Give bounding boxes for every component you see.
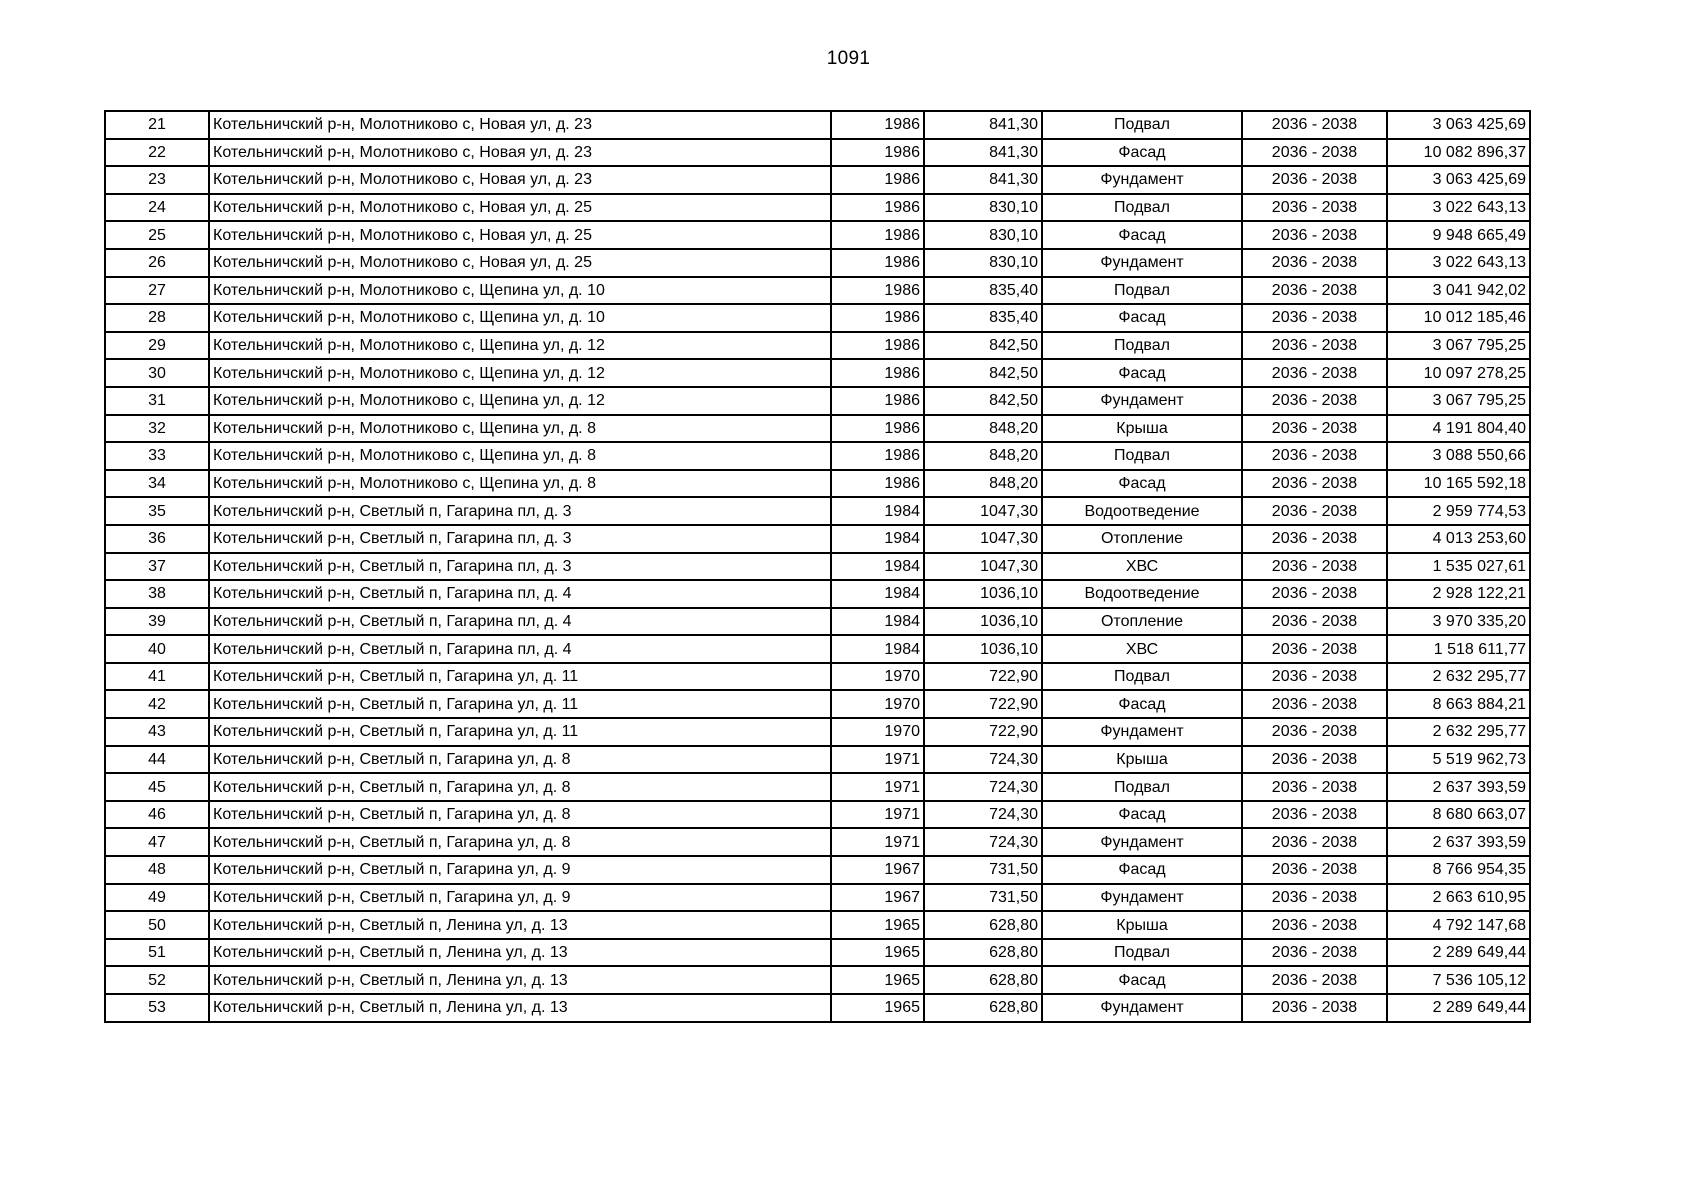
period-cell: 2036 - 2038 (1242, 690, 1387, 718)
area-cell: 830,10 (924, 221, 1042, 249)
table-row (105, 221, 1530, 249)
work-type-cell: Фасад (1042, 690, 1242, 718)
build-year-cell: 1971 (831, 746, 924, 774)
period-cell: 2036 - 2038 (1242, 277, 1387, 305)
cost-cell: 4 013 253,60 (1387, 525, 1530, 553)
row-number-cell: 32 (105, 415, 209, 443)
period-cell: 2036 - 2038 (1242, 884, 1387, 912)
work-type-cell: Фундамент (1042, 828, 1242, 856)
build-year-cell: 1970 (831, 718, 924, 746)
period-cell: 2036 - 2038 (1242, 221, 1387, 249)
work-type-cell: Фасад (1042, 470, 1242, 498)
period-cell: 2036 - 2038 (1242, 580, 1387, 608)
work-type-cell: Фасад (1042, 139, 1242, 167)
period-cell: 2036 - 2038 (1242, 497, 1387, 525)
cost-cell: 3 063 425,69 (1387, 111, 1530, 139)
address-cell: Котельничский р-н, Молотниково с, Новая ул, д. 25 (209, 221, 831, 249)
work-type-cell: Подвал (1042, 194, 1242, 222)
area-cell: 731,50 (924, 884, 1042, 912)
work-type-cell: Фасад (1042, 966, 1242, 994)
area-cell: 1047,30 (924, 525, 1042, 553)
row-number-cell: 31 (105, 387, 209, 415)
row-number-cell: 38 (105, 580, 209, 608)
work-type-cell: Фасад (1042, 359, 1242, 387)
period-cell: 2036 - 2038 (1242, 773, 1387, 801)
address-cell: Котельничский р-н, Светлый п, Гагарина пл, д. 3 (209, 553, 831, 581)
area-cell: 841,30 (924, 139, 1042, 167)
row-number-cell: 50 (105, 911, 209, 939)
period-cell: 2036 - 2038 (1242, 635, 1387, 663)
address-cell: Котельничский р-н, Светлый п, Гагарина ул, д. 11 (209, 663, 831, 691)
row-number-cell: 21 (105, 111, 209, 139)
cost-cell: 10 012 185,46 (1387, 304, 1530, 332)
period-cell: 2036 - 2038 (1242, 663, 1387, 691)
build-year-cell: 1970 (831, 663, 924, 691)
period-cell: 2036 - 2038 (1242, 442, 1387, 470)
row-number-cell: 49 (105, 884, 209, 912)
cost-cell: 2 959 774,53 (1387, 497, 1530, 525)
build-year-cell: 1984 (831, 525, 924, 553)
cost-cell: 2 289 649,44 (1387, 994, 1530, 1022)
work-type-cell: Фундамент (1042, 994, 1242, 1022)
period-cell: 2036 - 2038 (1242, 939, 1387, 967)
table-row (105, 111, 1530, 139)
cost-cell: 7 536 105,12 (1387, 966, 1530, 994)
row-number-cell: 36 (105, 525, 209, 553)
cost-cell: 2 632 295,77 (1387, 718, 1530, 746)
cost-cell: 3 970 335,20 (1387, 608, 1530, 636)
period-cell: 2036 - 2038 (1242, 415, 1387, 443)
area-cell: 1047,30 (924, 553, 1042, 581)
row-number-cell: 24 (105, 194, 209, 222)
build-year-cell: 1986 (831, 139, 924, 167)
cost-cell: 5 519 962,73 (1387, 746, 1530, 774)
address-cell: Котельничский р-н, Светлый п, Гагарина ул, д. 8 (209, 773, 831, 801)
work-type-cell: Фасад (1042, 304, 1242, 332)
build-year-cell: 1986 (831, 221, 924, 249)
period-cell: 2036 - 2038 (1242, 332, 1387, 360)
table-body (105, 111, 1530, 1022)
address-cell: Котельничский р-н, Светлый п, Ленина ул, д. 13 (209, 911, 831, 939)
address-cell: Котельничский р-н, Светлый п, Гагарина пл, д. 4 (209, 635, 831, 663)
work-type-cell: Подвал (1042, 277, 1242, 305)
row-number-cell: 45 (105, 773, 209, 801)
table-row (105, 608, 1530, 636)
table-row (105, 194, 1530, 222)
row-number-cell: 26 (105, 249, 209, 277)
row-number-cell: 35 (105, 497, 209, 525)
work-type-cell: Фасад (1042, 221, 1242, 249)
housing-repair-table (104, 110, 1531, 1023)
build-year-cell: 1965 (831, 966, 924, 994)
period-cell: 2036 - 2038 (1242, 304, 1387, 332)
row-number-cell: 34 (105, 470, 209, 498)
period-cell: 2036 - 2038 (1242, 828, 1387, 856)
table-row (105, 249, 1530, 277)
period-cell: 2036 - 2038 (1242, 249, 1387, 277)
cost-cell: 8 680 663,07 (1387, 801, 1530, 829)
cost-cell: 1 518 611,77 (1387, 635, 1530, 663)
area-cell: 628,80 (924, 966, 1042, 994)
cost-cell: 3 088 550,66 (1387, 442, 1530, 470)
work-type-cell: Фасад (1042, 801, 1242, 829)
build-year-cell: 1986 (831, 194, 924, 222)
build-year-cell: 1984 (831, 553, 924, 581)
period-cell: 2036 - 2038 (1242, 553, 1387, 581)
build-year-cell: 1965 (831, 939, 924, 967)
build-year-cell: 1986 (831, 332, 924, 360)
address-cell: Котельничский р-н, Молотниково с, Щепина ул, д. 12 (209, 387, 831, 415)
table-row (105, 470, 1530, 498)
row-number-cell: 22 (105, 139, 209, 167)
row-number-cell: 37 (105, 553, 209, 581)
table-row (105, 911, 1530, 939)
address-cell: Котельничский р-н, Молотниково с, Новая ул, д. 23 (209, 111, 831, 139)
row-number-cell: 29 (105, 332, 209, 360)
address-cell: Котельничский р-н, Молотниково с, Щепина ул, д. 10 (209, 304, 831, 332)
cost-cell: 3 022 643,13 (1387, 249, 1530, 277)
address-cell: Котельничский р-н, Светлый п, Гагарина пл, д. 4 (209, 580, 831, 608)
period-cell: 2036 - 2038 (1242, 525, 1387, 553)
table-row (105, 304, 1530, 332)
table-row (105, 939, 1530, 967)
cost-cell: 2 928 122,21 (1387, 580, 1530, 608)
build-year-cell: 1971 (831, 828, 924, 856)
period-cell: 2036 - 2038 (1242, 994, 1387, 1022)
period-cell: 2036 - 2038 (1242, 359, 1387, 387)
table-row (105, 553, 1530, 581)
period-cell: 2036 - 2038 (1242, 746, 1387, 774)
cost-cell: 9 948 665,49 (1387, 221, 1530, 249)
row-number-cell: 48 (105, 856, 209, 884)
build-year-cell: 1971 (831, 801, 924, 829)
area-cell: 842,50 (924, 387, 1042, 415)
row-number-cell: 39 (105, 608, 209, 636)
period-cell: 2036 - 2038 (1242, 718, 1387, 746)
build-year-cell: 1986 (831, 111, 924, 139)
table-row (105, 663, 1530, 691)
address-cell: Котельничский р-н, Светлый п, Ленина ул, д. 13 (209, 939, 831, 967)
row-number-cell: 53 (105, 994, 209, 1022)
build-year-cell: 1986 (831, 359, 924, 387)
period-cell: 2036 - 2038 (1242, 801, 1387, 829)
row-number-cell: 27 (105, 277, 209, 305)
area-cell: 842,50 (924, 359, 1042, 387)
cost-cell: 10 165 592,18 (1387, 470, 1530, 498)
cost-cell: 10 082 896,37 (1387, 139, 1530, 167)
table-row (105, 966, 1530, 994)
area-cell: 722,90 (924, 718, 1042, 746)
cost-cell: 3 022 643,13 (1387, 194, 1530, 222)
build-year-cell: 1965 (831, 911, 924, 939)
period-cell: 2036 - 2038 (1242, 470, 1387, 498)
work-type-cell: Подвал (1042, 939, 1242, 967)
table-row (105, 277, 1530, 305)
row-number-cell: 42 (105, 690, 209, 718)
row-number-cell: 46 (105, 801, 209, 829)
build-year-cell: 1986 (831, 166, 924, 194)
area-cell: 628,80 (924, 939, 1042, 967)
address-cell: Котельничский р-н, Молотниково с, Щепина ул, д. 8 (209, 470, 831, 498)
table-row (105, 387, 1530, 415)
build-year-cell: 1984 (831, 497, 924, 525)
area-cell: 628,80 (924, 911, 1042, 939)
row-number-cell: 52 (105, 966, 209, 994)
build-year-cell: 1986 (831, 304, 924, 332)
address-cell: Котельничский р-н, Молотниково с, Щепина ул, д. 8 (209, 442, 831, 470)
cost-cell: 8 766 954,35 (1387, 856, 1530, 884)
table-row (105, 635, 1530, 663)
row-number-cell: 43 (105, 718, 209, 746)
build-year-cell: 1967 (831, 856, 924, 884)
work-type-cell: Фундамент (1042, 249, 1242, 277)
area-cell: 628,80 (924, 994, 1042, 1022)
table-row (105, 690, 1530, 718)
work-type-cell: Подвал (1042, 442, 1242, 470)
build-year-cell: 1986 (831, 470, 924, 498)
cost-cell: 3 067 795,25 (1387, 387, 1530, 415)
area-cell: 1047,30 (924, 497, 1042, 525)
cost-cell: 10 097 278,25 (1387, 359, 1530, 387)
table-row (105, 415, 1530, 443)
area-cell: 731,50 (924, 856, 1042, 884)
cost-cell: 2 289 649,44 (1387, 939, 1530, 967)
address-cell: Котельничский р-н, Светлый п, Гагарина ул, д. 9 (209, 884, 831, 912)
period-cell: 2036 - 2038 (1242, 387, 1387, 415)
area-cell: 830,10 (924, 194, 1042, 222)
work-type-cell: Водоотведение (1042, 580, 1242, 608)
area-cell: 830,10 (924, 249, 1042, 277)
area-cell: 848,20 (924, 415, 1042, 443)
build-year-cell: 1984 (831, 635, 924, 663)
period-cell: 2036 - 2038 (1242, 139, 1387, 167)
build-year-cell: 1986 (831, 387, 924, 415)
area-cell: 848,20 (924, 442, 1042, 470)
period-cell: 2036 - 2038 (1242, 856, 1387, 884)
table-row (105, 359, 1530, 387)
area-cell: 1036,10 (924, 580, 1042, 608)
build-year-cell: 1970 (831, 690, 924, 718)
work-type-cell: Отопление (1042, 525, 1242, 553)
area-cell: 1036,10 (924, 608, 1042, 636)
work-type-cell: Подвал (1042, 332, 1242, 360)
area-cell: 722,90 (924, 690, 1042, 718)
work-type-cell: Водоотведение (1042, 497, 1242, 525)
work-type-cell: Фундамент (1042, 387, 1242, 415)
work-type-cell: Крыша (1042, 415, 1242, 443)
area-cell: 841,30 (924, 111, 1042, 139)
work-type-cell: ХВС (1042, 635, 1242, 663)
row-number-cell: 23 (105, 166, 209, 194)
table-row (105, 994, 1530, 1022)
cost-cell: 8 663 884,21 (1387, 690, 1530, 718)
area-cell: 842,50 (924, 332, 1042, 360)
table-row (105, 525, 1530, 553)
address-cell: Котельничский р-н, Светлый п, Гагарина ул, д. 9 (209, 856, 831, 884)
table-row (105, 801, 1530, 829)
row-number-cell: 25 (105, 221, 209, 249)
table-row (105, 332, 1530, 360)
address-cell: Котельничский р-н, Молотниково с, Новая ул, д. 23 (209, 139, 831, 167)
build-year-cell: 1984 (831, 580, 924, 608)
build-year-cell: 1986 (831, 277, 924, 305)
area-cell: 724,30 (924, 773, 1042, 801)
row-number-cell: 47 (105, 828, 209, 856)
build-year-cell: 1986 (831, 249, 924, 277)
address-cell: Котельничский р-н, Молотниково с, Новая ул, д. 23 (209, 166, 831, 194)
cost-cell: 3 063 425,69 (1387, 166, 1530, 194)
area-cell: 724,30 (924, 828, 1042, 856)
table-row (105, 884, 1530, 912)
page-number: 1091 (826, 48, 871, 69)
area-cell: 722,90 (924, 663, 1042, 691)
cost-cell: 2 663 610,95 (1387, 884, 1530, 912)
work-type-cell: Фундамент (1042, 718, 1242, 746)
work-type-cell: Крыша (1042, 911, 1242, 939)
table-row (105, 139, 1530, 167)
area-cell: 835,40 (924, 304, 1042, 332)
address-cell: Котельничский р-н, Молотниково с, Щепина ул, д. 8 (209, 415, 831, 443)
period-cell: 2036 - 2038 (1242, 111, 1387, 139)
area-cell: 724,30 (924, 801, 1042, 829)
address-cell: Котельничский р-н, Светлый п, Гагарина ул, д. 8 (209, 828, 831, 856)
row-number-cell: 30 (105, 359, 209, 387)
table-row (105, 166, 1530, 194)
work-type-cell: Отопление (1042, 608, 1242, 636)
build-year-cell: 1986 (831, 415, 924, 443)
area-cell: 1036,10 (924, 635, 1042, 663)
work-type-cell: Фундамент (1042, 166, 1242, 194)
cost-cell: 3 041 942,02 (1387, 277, 1530, 305)
row-number-cell: 28 (105, 304, 209, 332)
build-year-cell: 1984 (831, 608, 924, 636)
table-row (105, 497, 1530, 525)
address-cell: Котельничский р-н, Молотниково с, Щепина ул, д. 10 (209, 277, 831, 305)
work-type-cell: Фундамент (1042, 884, 1242, 912)
address-cell: Котельничский р-н, Светлый п, Гагарина ул, д. 8 (209, 801, 831, 829)
cost-cell: 1 535 027,61 (1387, 553, 1530, 581)
row-number-cell: 40 (105, 635, 209, 663)
work-type-cell: Подвал (1042, 773, 1242, 801)
cost-cell: 3 067 795,25 (1387, 332, 1530, 360)
address-cell: Котельничский р-н, Молотниково с, Новая ул, д. 25 (209, 194, 831, 222)
row-number-cell: 44 (105, 746, 209, 774)
period-cell: 2036 - 2038 (1242, 194, 1387, 222)
table-row (105, 442, 1530, 470)
build-year-cell: 1986 (831, 442, 924, 470)
address-cell: Котельничский р-н, Светлый п, Гагарина ул, д. 11 (209, 690, 831, 718)
table-row (105, 580, 1530, 608)
row-number-cell: 41 (105, 663, 209, 691)
work-type-cell: Фасад (1042, 856, 1242, 884)
area-cell: 835,40 (924, 277, 1042, 305)
address-cell: Котельничский р-н, Светлый п, Гагарина ул, д. 11 (209, 718, 831, 746)
address-cell: Котельничский р-н, Светлый п, Гагарина пл, д. 3 (209, 525, 831, 553)
cost-cell: 2 632 295,77 (1387, 663, 1530, 691)
table-row (105, 718, 1530, 746)
build-year-cell: 1965 (831, 994, 924, 1022)
work-type-cell: Крыша (1042, 746, 1242, 774)
address-cell: Котельничский р-н, Светлый п, Гагарина пл, д. 3 (209, 497, 831, 525)
work-type-cell: Подвал (1042, 111, 1242, 139)
table-row (105, 746, 1530, 774)
period-cell: 2036 - 2038 (1242, 608, 1387, 636)
address-cell: Котельничский р-н, Светлый п, Ленина ул, д. 13 (209, 994, 831, 1022)
build-year-cell: 1971 (831, 773, 924, 801)
cost-cell: 4 191 804,40 (1387, 415, 1530, 443)
work-type-cell: Подвал (1042, 663, 1242, 691)
table-row (105, 856, 1530, 884)
address-cell: Котельничский р-н, Светлый п, Гагарина пл, д. 4 (209, 608, 831, 636)
area-cell: 848,20 (924, 470, 1042, 498)
area-cell: 841,30 (924, 166, 1042, 194)
table-row (105, 773, 1530, 801)
period-cell: 2036 - 2038 (1242, 966, 1387, 994)
cost-cell: 4 792 147,68 (1387, 911, 1530, 939)
row-number-cell: 33 (105, 442, 209, 470)
address-cell: Котельничский р-н, Молотниково с, Новая ул, д. 25 (209, 249, 831, 277)
address-cell: Котельничский р-н, Светлый п, Гагарина ул, д. 8 (209, 746, 831, 774)
address-cell: Котельничский р-н, Молотниково с, Щепина ул, д. 12 (209, 332, 831, 360)
period-cell: 2036 - 2038 (1242, 911, 1387, 939)
address-cell: Котельничский р-н, Светлый п, Ленина ул, д. 13 (209, 966, 831, 994)
row-number-cell: 51 (105, 939, 209, 967)
cost-cell: 2 637 393,59 (1387, 828, 1530, 856)
cost-cell: 2 637 393,59 (1387, 773, 1530, 801)
period-cell: 2036 - 2038 (1242, 166, 1387, 194)
build-year-cell: 1967 (831, 884, 924, 912)
area-cell: 724,30 (924, 746, 1042, 774)
table-row (105, 828, 1530, 856)
work-type-cell: ХВС (1042, 553, 1242, 581)
address-cell: Котельничский р-н, Молотниково с, Щепина ул, д. 12 (209, 359, 831, 387)
